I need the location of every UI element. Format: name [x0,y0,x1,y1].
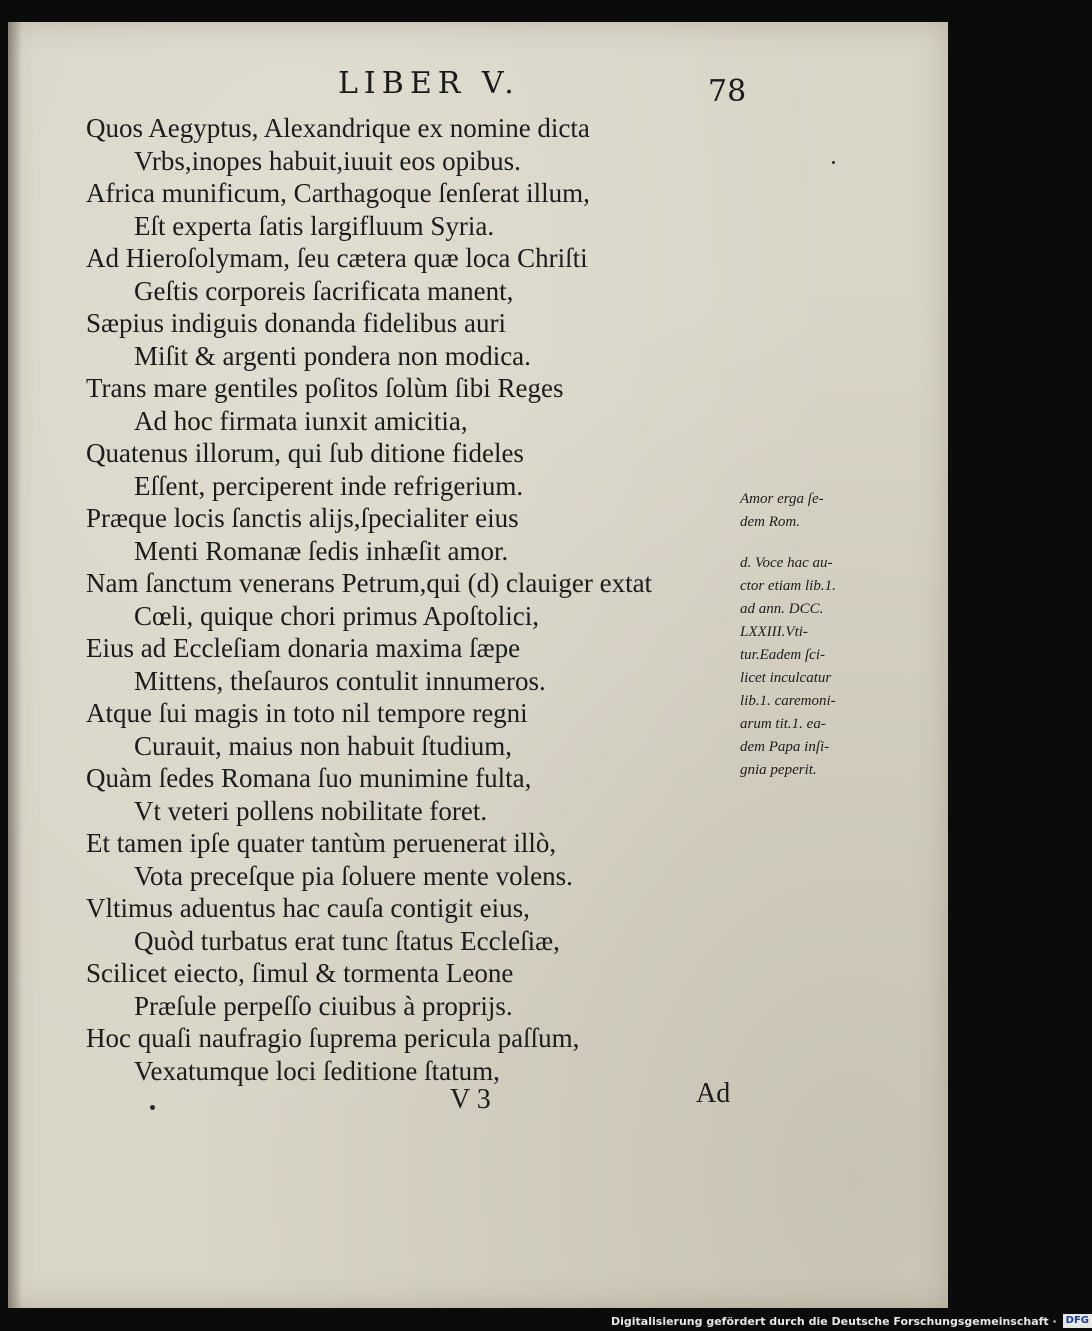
verse-line: Eius ad Eccleſiam donaria maxima ſæpe [86,633,521,663]
verse-line: Miſit & argenti pondera non modica. [134,340,531,371]
marginal-note-line: ctor etiam lib.1. [740,578,836,594]
verse-line: Menti Romanæ ſedis inhæſit amor. [134,535,509,566]
page-number: 78 [708,74,747,109]
verse-line: Atque ſui magis in toto nil tempore regni [86,698,528,728]
verse-line: Nam ſanctum venerans Petrum,qui (d) clauiger extat [86,568,653,598]
verse-line: Vt veteri pollens nobilitate foret. [134,795,488,826]
verse-line: Et tamen ipſe quater tantùm peruenerat illò, [86,828,557,858]
spine-shadow [8,22,22,1308]
signature-mark: V 3 [450,1084,491,1115]
marginal-note-line: licet inculcatur [740,670,832,686]
verse-line: Eſſent, perciperent inde refrigerium. [134,470,524,501]
verse-line: Mittens, theſauros contulit innumeros. [134,665,546,696]
verse-line: Quàm ſedes Romana ſuo munimine fulta, [86,763,532,793]
marginal-note-line: dem Papa inſi- [740,739,830,755]
verse-line: Geſtis corporeis ſacrificata manent, [134,275,514,306]
verse-line: Scilicet eiecto, ſimul & tormenta Leone [86,958,514,988]
verse-line: Vexatumque loci ſeditione ſtatum, [134,1055,500,1086]
verse-line: Præſule perpeſſo ciuibus à proprijs. [134,990,513,1021]
marginal-note-line: lib.1. caremoni- [740,693,836,709]
ink-speck [150,1105,155,1110]
marginal-note-line: d. Voce hac au- [740,555,833,571]
ink-speck [832,161,835,164]
marginal-note-line: LXXIII.Vti- [740,624,808,640]
verse-line: Vltimus aduentus hac cauſa contigit eius, [86,893,530,923]
funding-text: Digitalisierung gefördert durch die Deutsche Forschungsgemeinschaft · [611,1314,1057,1328]
verse-line: Trans mare gentiles poſitos ſolùm ſibi Reges [86,373,564,403]
verse-line: Sæpius indiguis donanda fidelibus auri [86,308,506,338]
dfg-logo-icon: DFG [1063,1314,1092,1328]
verse-line: Vrbs,inopes habuit,iuuit eos opibus. [134,145,521,176]
marginal-note-line: gnia peperit. [740,762,817,778]
marginal-note-line: Amor erga ſe- [740,491,824,507]
marginal-note-line: ad ann. DCC. [740,601,824,617]
verse-line: Curauit, maius non habuit ſtudium, [134,730,512,761]
verse-line: Vota preceſque pia ſoluere mente volens. [134,860,573,891]
verse-line: Ad Hieroſolymam, ſeu cætera quæ loca Chriſti [86,243,588,273]
catchword: Ad [696,1078,731,1109]
running-head: LIBER V. [338,66,520,101]
marginal-note-line: dem Rom. [740,514,800,530]
verse-line: Hoc quaſi naufragio ſuprema pericula paſſum, [86,1023,580,1053]
marginal-note-line: arum tit.1. ea- [740,716,826,732]
verse-line: Quatenus illorum, qui ſub ditione fideles [86,438,524,468]
verse-line: Præque locis ſanctis alijs,ſpecialiter eius [86,503,519,533]
verse-line: Quos Aegyptus, Alexandrique ex nomine dicta [86,113,590,143]
verse-line: Quòd turbatus erat tunc ſtatus Eccleſiæ, [134,925,560,956]
verse-line: Eſt experta ſatis largifluum Syria. [134,210,495,241]
verse-line: Cœli, quique chori primus Apoſtolici, [134,600,539,631]
verse-line: Africa munificum, Carthagoque ſenſerat illum, [86,178,590,208]
verse-line: Ad hoc firmata iunxit amicitia, [134,405,468,436]
marginal-note-line: tur.Eadem ſci- [740,647,825,663]
funding-banner [611,1311,1092,1331]
